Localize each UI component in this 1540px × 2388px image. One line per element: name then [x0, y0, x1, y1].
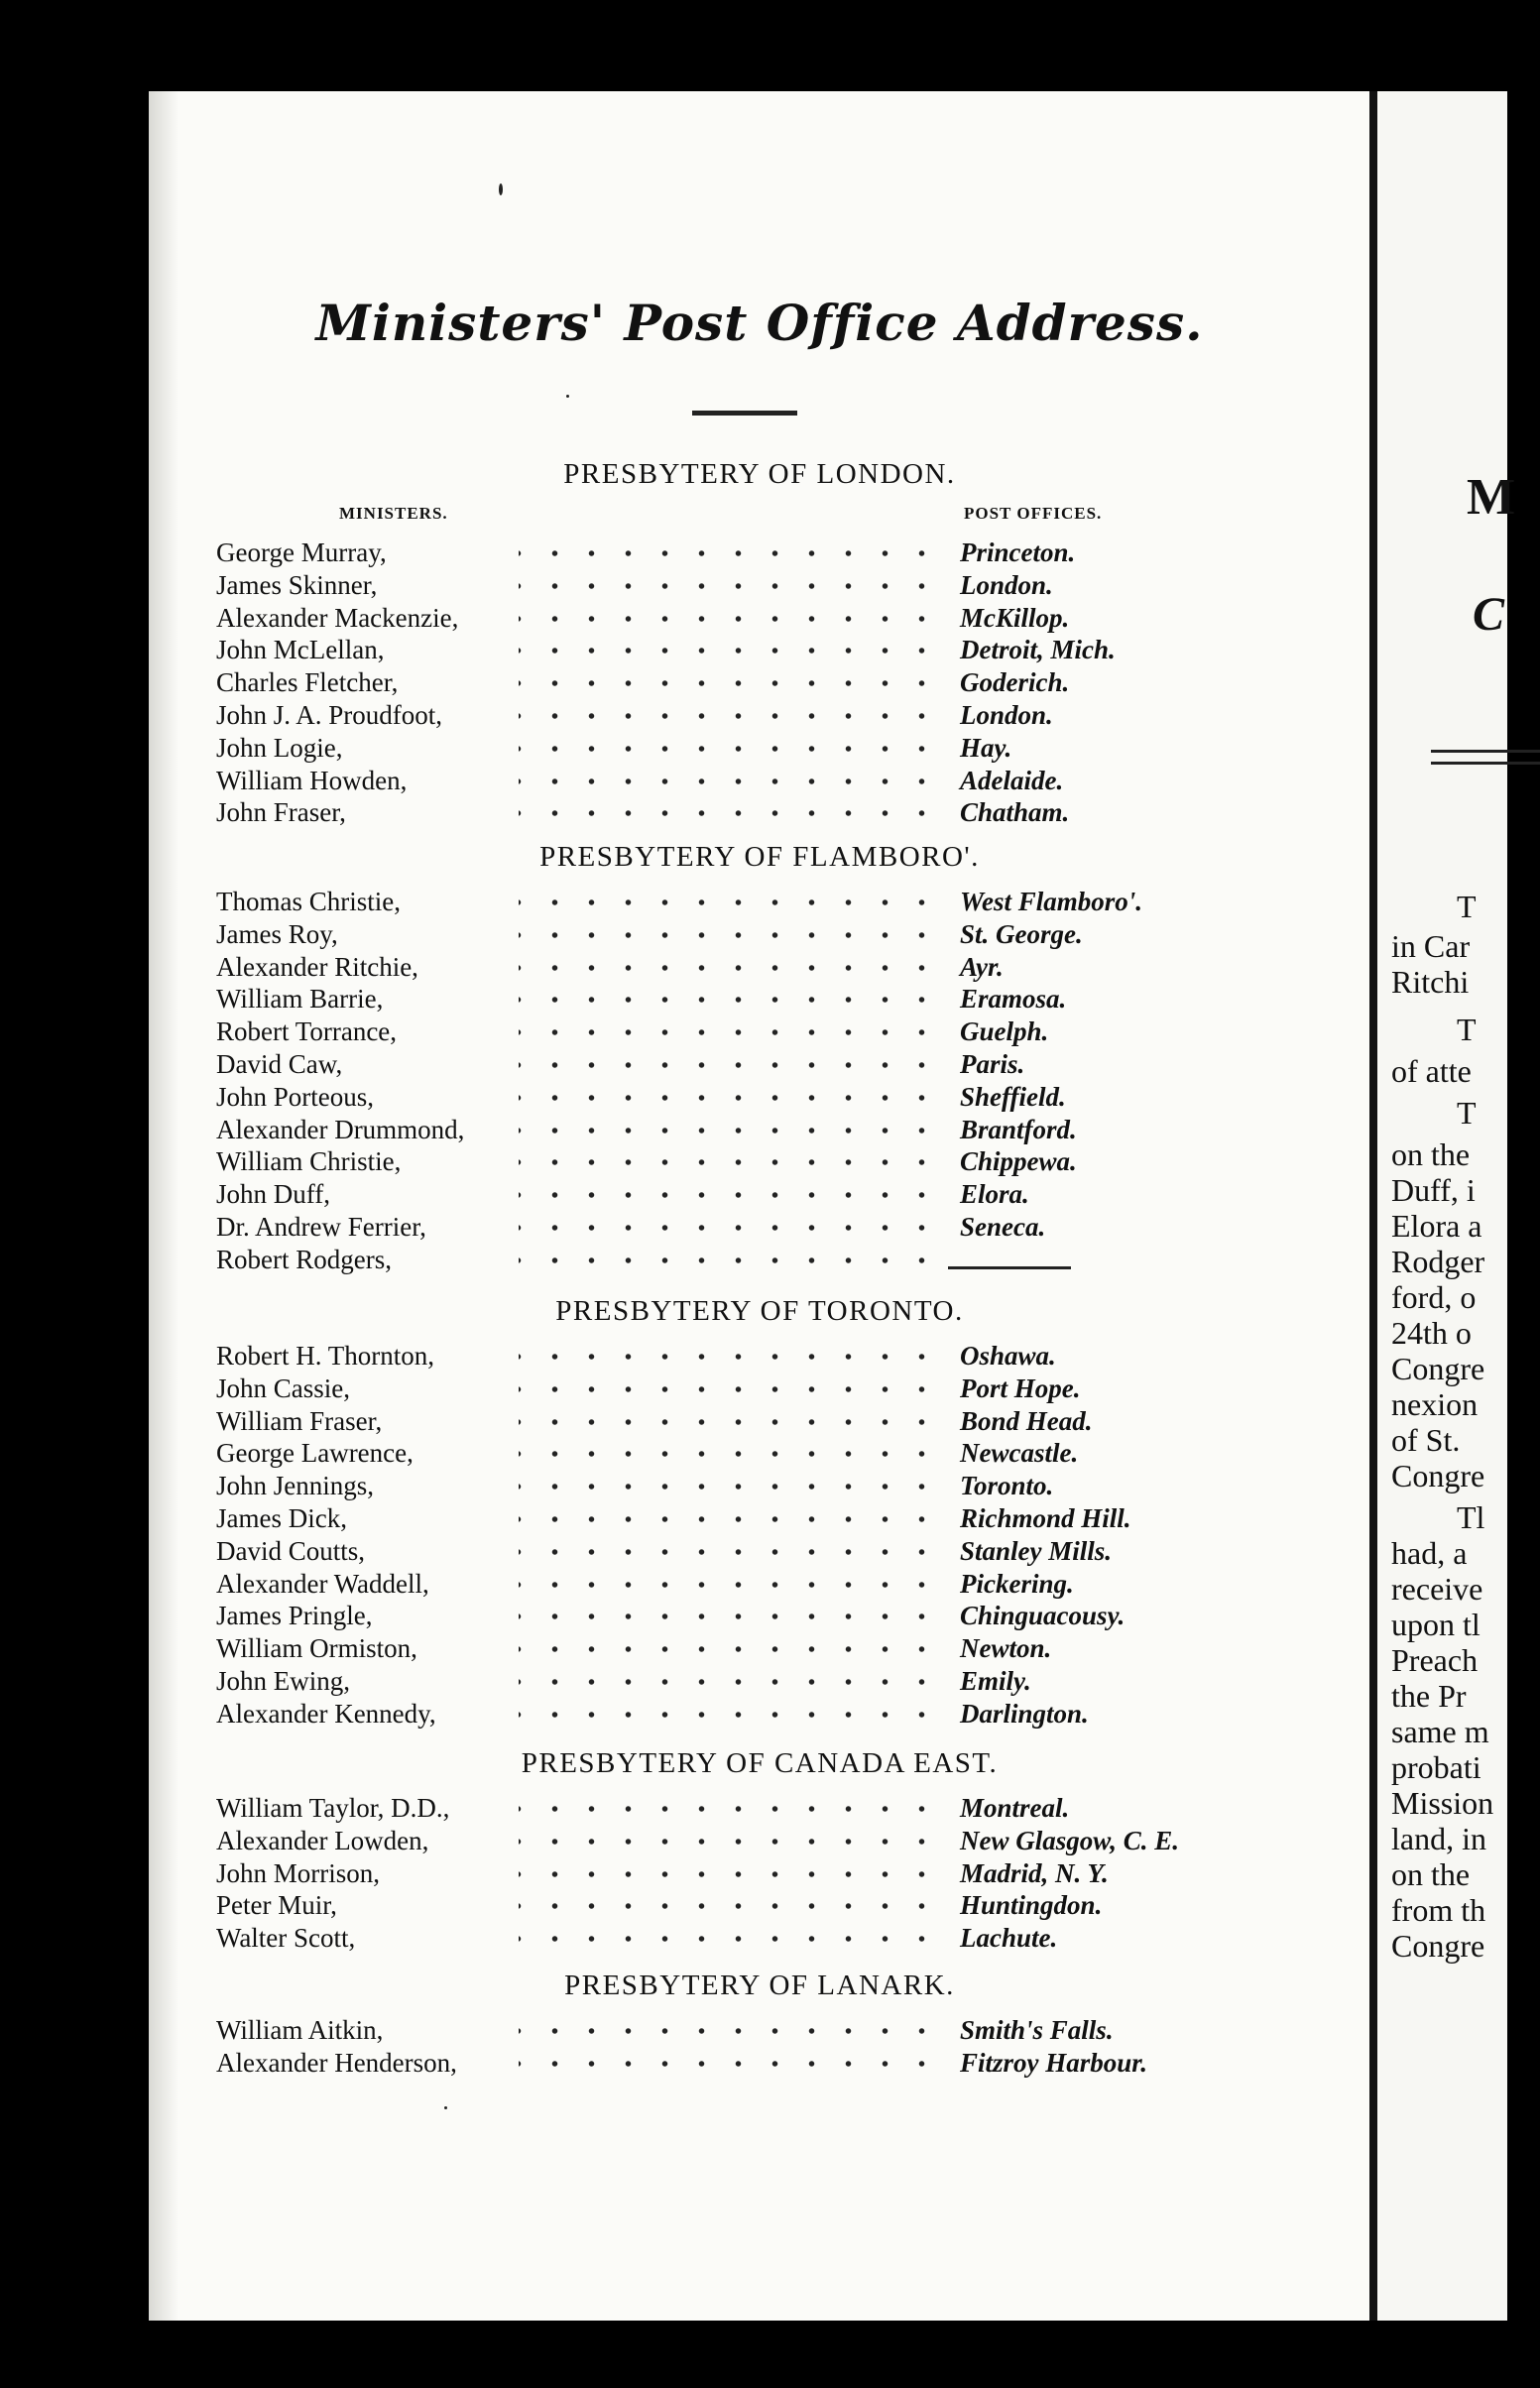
minister-name: John J. A. Proudfoot,	[216, 700, 443, 730]
minister-name: Robert Torrance,	[216, 1016, 398, 1046]
minister-entry	[216, 1212, 1228, 1244]
minister-entry	[216, 1245, 1228, 1276]
minister-name: Alexander Lowden,	[216, 1826, 429, 1855]
dot-leader	[519, 2054, 940, 2074]
dot-leader	[519, 673, 940, 693]
minister-entry	[216, 1341, 1228, 1373]
facing-page-rule	[1431, 750, 1540, 753]
minister-name: David Caw,	[216, 1049, 343, 1079]
dot-leader	[519, 925, 940, 945]
facing-page-text-line: Preach	[1391, 1642, 1479, 1678]
minister-name: William Aitkin,	[216, 2015, 384, 2045]
minister-name: Alexander Henderson,	[216, 2048, 457, 2078]
minister-entry	[216, 766, 1228, 797]
minister-name: Charles Fletcher,	[216, 667, 399, 697]
post-office: McKillop.	[952, 603, 1069, 634]
dot-leader	[519, 1347, 940, 1367]
post-office: Fitzroy Harbour.	[952, 2048, 1147, 2079]
facing-page	[1377, 91, 1516, 2321]
facing-page-text-line: Rodger	[1391, 1244, 1485, 1279]
dot-leader	[519, 1185, 940, 1205]
facing-page-text-line: same m	[1391, 1714, 1489, 1749]
minister-entry	[216, 1373, 1228, 1405]
minister-name: William Barrie,	[216, 984, 384, 1014]
facing-page-heading-letter: M	[1467, 469, 1516, 526]
facing-page-text-line: nexion	[1391, 1386, 1479, 1422]
dot-leader	[519, 1832, 940, 1851]
minister-name: Alexander Mackenzie,	[216, 603, 459, 633]
dot-leader	[519, 1672, 940, 1692]
post-office: Newton.	[952, 1633, 1051, 1664]
facing-page-text-line: in Car	[1391, 928, 1471, 964]
minister-name: Robert Rodgers,	[216, 1245, 392, 1274]
facing-page-text-line: receive	[1391, 1571, 1483, 1607]
post-office: Ayr.	[952, 952, 1004, 983]
dot-leader	[519, 1896, 940, 1916]
minister-entry	[216, 1666, 1228, 1698]
post-office: Oshawa.	[952, 1341, 1056, 1372]
minister-name: Alexander Kennedy,	[216, 1699, 436, 1729]
facing-page-text-line: T	[1457, 1012, 1477, 1047]
dot-leader	[519, 1088, 940, 1108]
dot-leader	[519, 1705, 940, 1725]
minister-entry	[216, 570, 1228, 602]
dot-leader	[519, 1799, 940, 1819]
minister-entry	[216, 1826, 1228, 1857]
facing-page-text-line: Duff, i	[1391, 1172, 1476, 1208]
dot-leader	[519, 803, 940, 823]
post-office: Smith's Falls.	[952, 2015, 1114, 2046]
minister-name: James Roy,	[216, 919, 338, 949]
minister-name: John Fraser,	[216, 797, 346, 827]
post-office: Chatham.	[952, 797, 1069, 828]
facing-page-text-line: Congre	[1391, 1351, 1485, 1386]
facing-page-gothic-letter: C	[1473, 588, 1505, 641]
post-office: West Flamboro'.	[952, 887, 1142, 917]
post-office: Madrid, N. Y.	[952, 1858, 1109, 1889]
minister-entry	[216, 700, 1228, 732]
minister-name: Thomas Christie,	[216, 887, 401, 916]
minister-entry	[216, 1179, 1228, 1211]
minister-name: William Christie,	[216, 1146, 402, 1176]
minister-entry	[216, 1536, 1228, 1568]
post-office: Bond Head.	[952, 1406, 1093, 1437]
minister-entry	[216, 1699, 1228, 1731]
post-office: St. George.	[952, 919, 1083, 950]
section-title: PRESBYTERY OF LONDON.	[563, 458, 956, 490]
minister-entry	[216, 1569, 1228, 1601]
dot-leader	[519, 1509, 940, 1529]
facing-page-text-line: Tl	[1457, 1499, 1485, 1535]
minister-entry	[216, 635, 1228, 666]
dot-leader	[519, 1607, 940, 1626]
minister-entry	[216, 1406, 1228, 1438]
dot-leader	[519, 641, 940, 660]
dot-leader	[519, 543, 940, 563]
minister-name: James Pringle,	[216, 1601, 373, 1630]
minister-name: John Porteous,	[216, 1082, 375, 1112]
dot-leader	[519, 1379, 940, 1399]
post-office: New Glasgow, C. E.	[952, 1826, 1179, 1856]
post-office: Chinguacousy.	[952, 1601, 1125, 1631]
page-heading: Ministers' Post Office Address.	[315, 294, 1204, 352]
minister-entry	[216, 1890, 1228, 1922]
minister-entry	[216, 1923, 1228, 1955]
minister-name: Robert H. Thornton,	[216, 1341, 434, 1371]
facing-page-text-line: of atte	[1391, 1053, 1472, 1089]
post-office: Huntingdon.	[952, 1890, 1102, 1921]
dot-leader	[519, 1477, 940, 1496]
post-office: Toronto.	[952, 1471, 1053, 1501]
post-office: Newcastle.	[952, 1438, 1078, 1469]
minister-entry	[216, 1016, 1228, 1048]
dot-leader	[519, 1444, 940, 1464]
facing-page-text-line: probati	[1391, 1749, 1481, 1785]
minister-name: John McLellan,	[216, 635, 385, 664]
dot-leader	[519, 958, 940, 978]
post-office: Richmond Hill.	[952, 1503, 1131, 1534]
dot-leader	[519, 1152, 940, 1172]
post-office: Seneca.	[952, 1212, 1045, 1243]
section-title: PRESBYTERY OF LANARK.	[564, 1970, 955, 2001]
post-office: Brantford.	[952, 1115, 1077, 1145]
dot-leader	[519, 772, 940, 791]
facing-page-text-line: on the	[1391, 1136, 1471, 1172]
facing-page-text-line: upon tl	[1391, 1607, 1481, 1642]
ink-speck	[444, 2106, 447, 2109]
dot-leader	[519, 576, 940, 596]
facing-page-text-line: Congre	[1391, 1458, 1485, 1493]
minister-entry	[216, 1633, 1228, 1665]
facing-page-text-line: from th	[1391, 1892, 1486, 1928]
facing-page-text-line: of St.	[1391, 1422, 1461, 1458]
minister-entry	[216, 1082, 1228, 1114]
dot-leader	[519, 609, 940, 629]
post-office: Hay.	[952, 733, 1011, 764]
minister-name: William Fraser,	[216, 1406, 383, 1436]
blank-post-office-rule	[948, 1266, 1071, 1269]
minister-name: David Coutts,	[216, 1536, 366, 1566]
minister-name: William Howden,	[216, 766, 408, 795]
minister-entry	[216, 1115, 1228, 1146]
post-office: Paris.	[952, 1049, 1024, 1080]
minister-name: John Jennings,	[216, 1471, 375, 1500]
book-spine	[1369, 91, 1377, 2321]
facing-page-rule	[1431, 762, 1540, 765]
post-office: Emily.	[952, 1666, 1031, 1697]
facing-page-text-line: Congre	[1391, 1928, 1485, 1964]
dot-leader	[519, 2021, 940, 2041]
minister-name: William Taylor, D.D.,	[216, 1793, 450, 1823]
post-office: London.	[952, 570, 1053, 601]
minister-entry	[216, 1601, 1228, 1632]
ink-speck	[499, 183, 503, 195]
facing-page-text-line: the Pr	[1391, 1678, 1467, 1714]
minister-entry	[216, 2015, 1228, 2047]
dot-leader	[519, 1121, 940, 1140]
dot-leader	[519, 739, 940, 759]
facing-page-text-line: T	[1457, 889, 1477, 924]
section-title: PRESBYTERY OF TORONTO.	[555, 1295, 964, 1327]
minister-name: John Duff,	[216, 1179, 331, 1209]
section-title: PRESBYTERY OF CANADA EAST.	[521, 1747, 999, 1779]
post-office: Adelaide.	[952, 766, 1063, 796]
minister-name: James Dick,	[216, 1503, 347, 1533]
post-office: Princeton.	[952, 537, 1075, 568]
facing-page-text-line: ford, o	[1391, 1279, 1477, 1315]
section-title: PRESBYTERY OF FLAMBORO'.	[539, 841, 980, 873]
minister-entry	[216, 1146, 1228, 1178]
minister-entry	[216, 1503, 1228, 1535]
ink-speck	[566, 395, 569, 398]
minister-entry	[216, 2048, 1228, 2080]
minister-name: James Skinner,	[216, 570, 378, 600]
post-office: Chippewa.	[952, 1146, 1077, 1177]
dot-leader	[519, 990, 940, 1010]
minister-entry	[216, 1858, 1228, 1890]
minister-name: Peter Muir,	[216, 1890, 337, 1920]
post-office: Montreal.	[952, 1793, 1069, 1824]
minister-name: John Ewing,	[216, 1666, 350, 1696]
dot-leader	[519, 1639, 940, 1659]
minister-name: Alexander Ritchie,	[216, 952, 418, 982]
facing-page-text-line: Mission	[1391, 1785, 1494, 1821]
post-office: London.	[952, 700, 1053, 731]
minister-entry	[216, 919, 1228, 951]
post-office: Sheffield.	[952, 1082, 1066, 1113]
post-office: Stanley Mills.	[952, 1536, 1112, 1567]
minister-name: Dr. Andrew Ferrier,	[216, 1212, 426, 1242]
dot-leader	[519, 1251, 940, 1270]
dot-leader	[519, 1542, 940, 1562]
minister-entry	[216, 537, 1228, 569]
minister-entry	[216, 1471, 1228, 1502]
minister-name: Walter Scott,	[216, 1923, 356, 1953]
minister-name: Alexander Drummond,	[216, 1115, 465, 1144]
facing-page-text-line: on the	[1391, 1856, 1471, 1892]
facing-page-text-line: land, in	[1391, 1821, 1486, 1856]
minister-name: John Morrison,	[216, 1858, 381, 1888]
dot-leader	[519, 1218, 940, 1238]
minister-entry	[216, 984, 1228, 1015]
minister-name: Alexander Waddell,	[216, 1569, 429, 1599]
dot-leader	[519, 1022, 940, 1042]
post-office: Guelph.	[952, 1016, 1048, 1047]
heading-rule	[692, 411, 797, 416]
dot-leader	[519, 1412, 940, 1432]
minister-name: John Logie,	[216, 733, 343, 763]
post-office-column-header: POST OFFICES.	[964, 504, 1103, 523]
post-office: Pickering.	[952, 1569, 1074, 1600]
dot-leader	[519, 1929, 940, 1949]
dot-leader	[519, 1055, 940, 1075]
minister-name: George Murray,	[216, 537, 387, 567]
dot-leader	[519, 706, 940, 726]
minister-name: George Lawrence,	[216, 1438, 414, 1468]
facing-page-text-line: Elora a	[1391, 1208, 1482, 1244]
minister-entry	[216, 1438, 1228, 1470]
ministers-column-header: MINISTERS.	[339, 504, 448, 523]
dot-leader	[519, 1864, 940, 1884]
dot-leader	[519, 893, 940, 912]
facing-page-text-line: Ritchi	[1391, 964, 1470, 1000]
minister-entry	[216, 667, 1228, 699]
minister-entry	[216, 733, 1228, 765]
post-office: Lachute.	[952, 1923, 1057, 1954]
post-office: Elora.	[952, 1179, 1029, 1210]
post-office: Darlington.	[952, 1699, 1089, 1730]
facing-page-text-line: had, a	[1391, 1535, 1468, 1571]
minister-entry	[216, 797, 1228, 829]
minister-entry	[216, 952, 1228, 984]
minister-name: John Cassie,	[216, 1373, 350, 1403]
minister-entry	[216, 603, 1228, 635]
minister-name: William Ormiston,	[216, 1633, 417, 1663]
post-office: Port Hope.	[952, 1373, 1081, 1404]
post-office: Detroit, Mich.	[952, 635, 1116, 665]
dot-leader	[519, 1575, 940, 1595]
minister-entry	[216, 1793, 1228, 1825]
minister-entry	[216, 887, 1228, 918]
facing-page-text-line: T	[1457, 1095, 1477, 1131]
post-office: Eramosa.	[952, 984, 1066, 1015]
facing-page-text-line: 24th o	[1391, 1315, 1472, 1351]
minister-entry	[216, 1049, 1228, 1081]
post-office: Goderich.	[952, 667, 1069, 698]
